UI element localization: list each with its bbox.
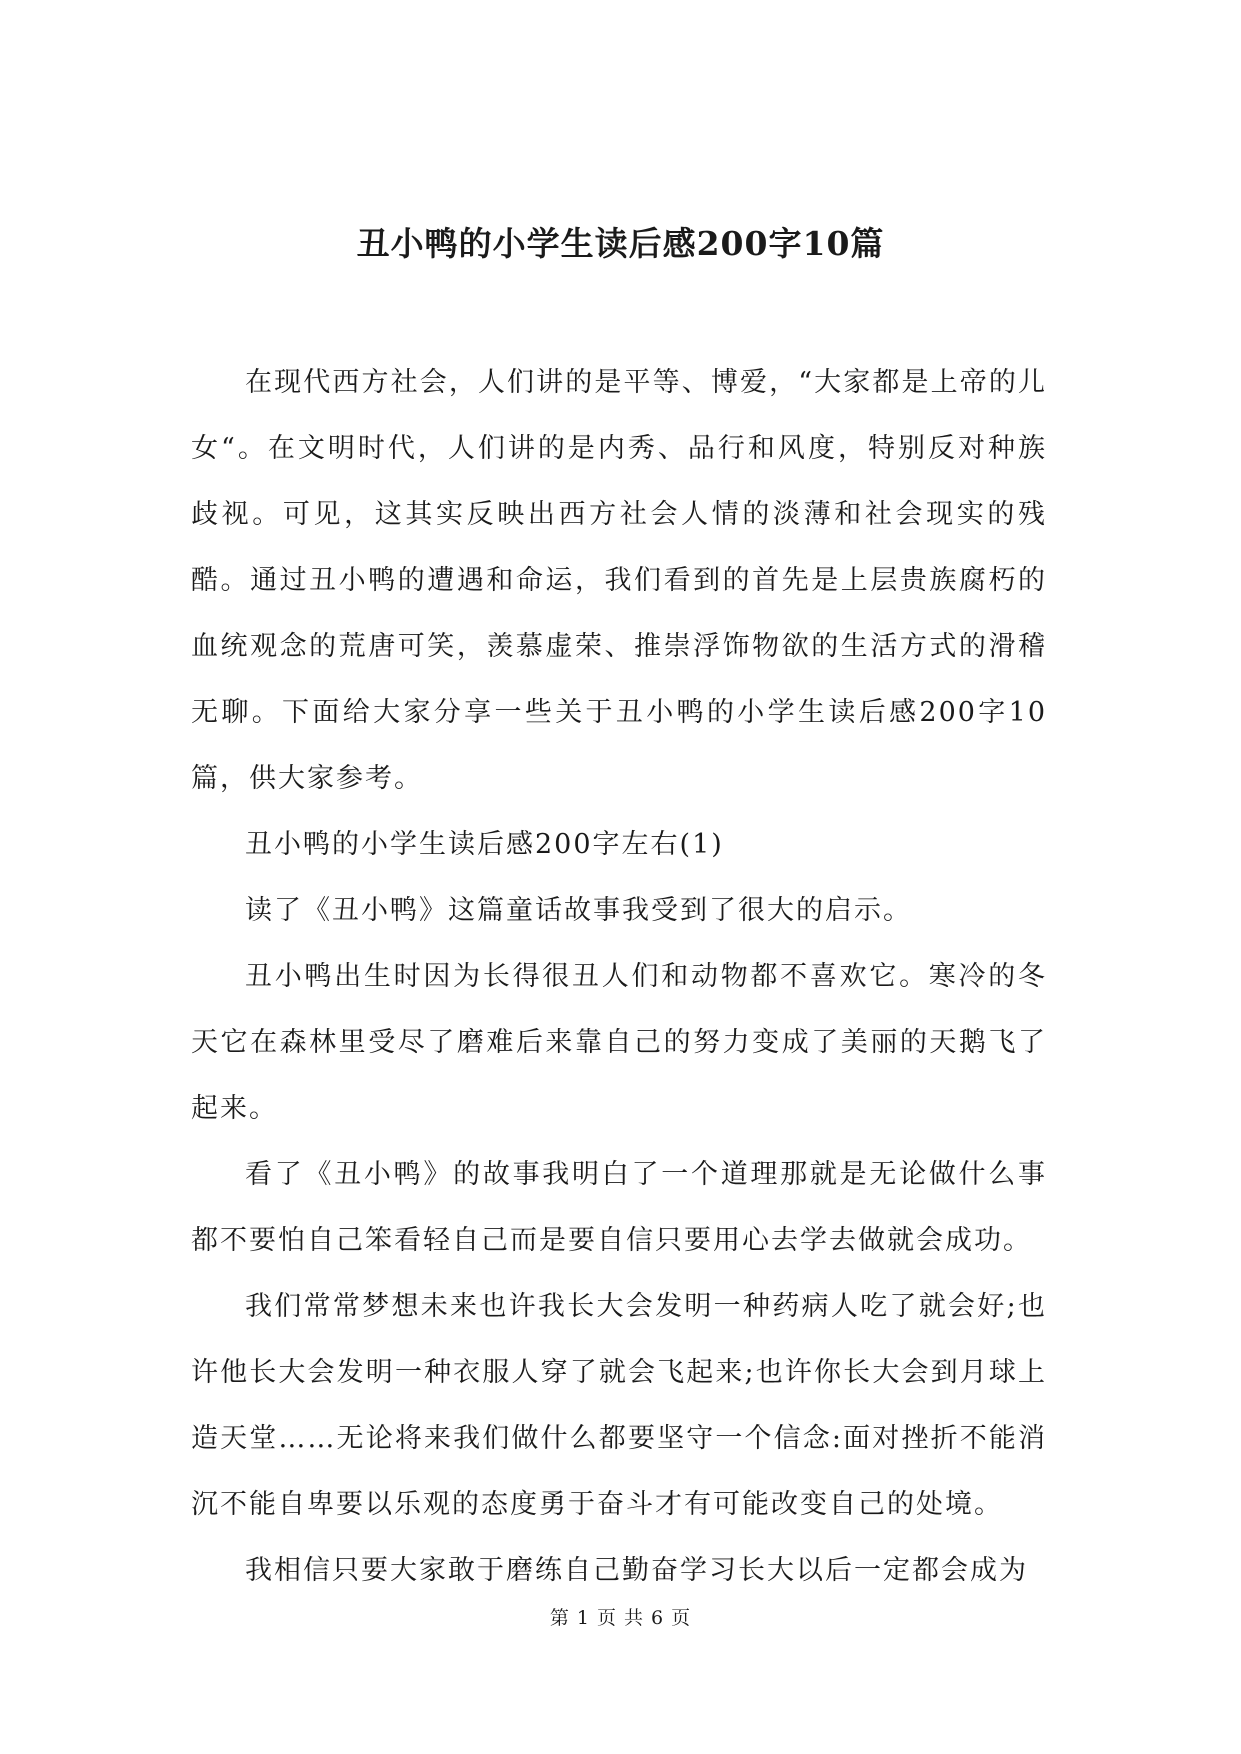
page-number-footer: 第 1 页 共 6 页 [549,1607,692,1629]
document-body [191,350,1047,1604]
body-paragraph: 读了《丑小鸭》这篇童话故事我受到了很大的启示。 [245,895,912,926]
section-heading: 丑小鸭的小学生读后感200字左右(1) [245,829,724,860]
body-paragraph: 我相信只要大家敢于磨练自己勤奋学习长大以后一定都会成为 [245,1555,1028,1586]
body-paragraph: 丑小鸭出生时因为长得很丑人们和动物都不喜欢它。寒冷的冬天它在森林里受尽了磨难后来靠自己的努力变成了美丽的天鹅飞了起来。 [191,961,1047,1124]
document-title: 丑小鸭的小学生读后感200字10篇 [356,224,885,263]
intro-paragraph: 在现代西方社会，人们讲的是平等、博爱，“大家都是上帝的儿女“。在文明时代，人们讲的是内秀、品行和风度，特别反对种族歧视。可见，这其实反映出西方社会人情的淡薄和社会现实的残酷。通过丑小鸭的遭遇和命运，我们看到的首先是上层贵族腐朽的血统观念的荒唐可笑，羡慕虚荣、推崇浮饰物欲的生活方式的滑稽无聊。下面给大家分享一些关于丑小鸭的小学生读后感200字10篇，供大家参考。 [191,367,1047,794]
body-paragraph: 看了《丑小鸭》的故事我明白了一个道理那就是无论做什么事都不要怕自己笨看轻自己而是要自信只要用心去学去做就会成功。 [191,1159,1047,1256]
body-paragraph: 我们常常梦想未来也许我长大会发明一种药病人吃了就会好;也许他长大会发明一种衣服人穿了就会飞起来;也许你长大会到月球上造天堂……无论将来我们做什么都要坚守一个信念:面对挫折不能消沉不能自卑要以乐观的态度勇于奋斗才有可能改变自己的处境。 [191,1291,1047,1520]
